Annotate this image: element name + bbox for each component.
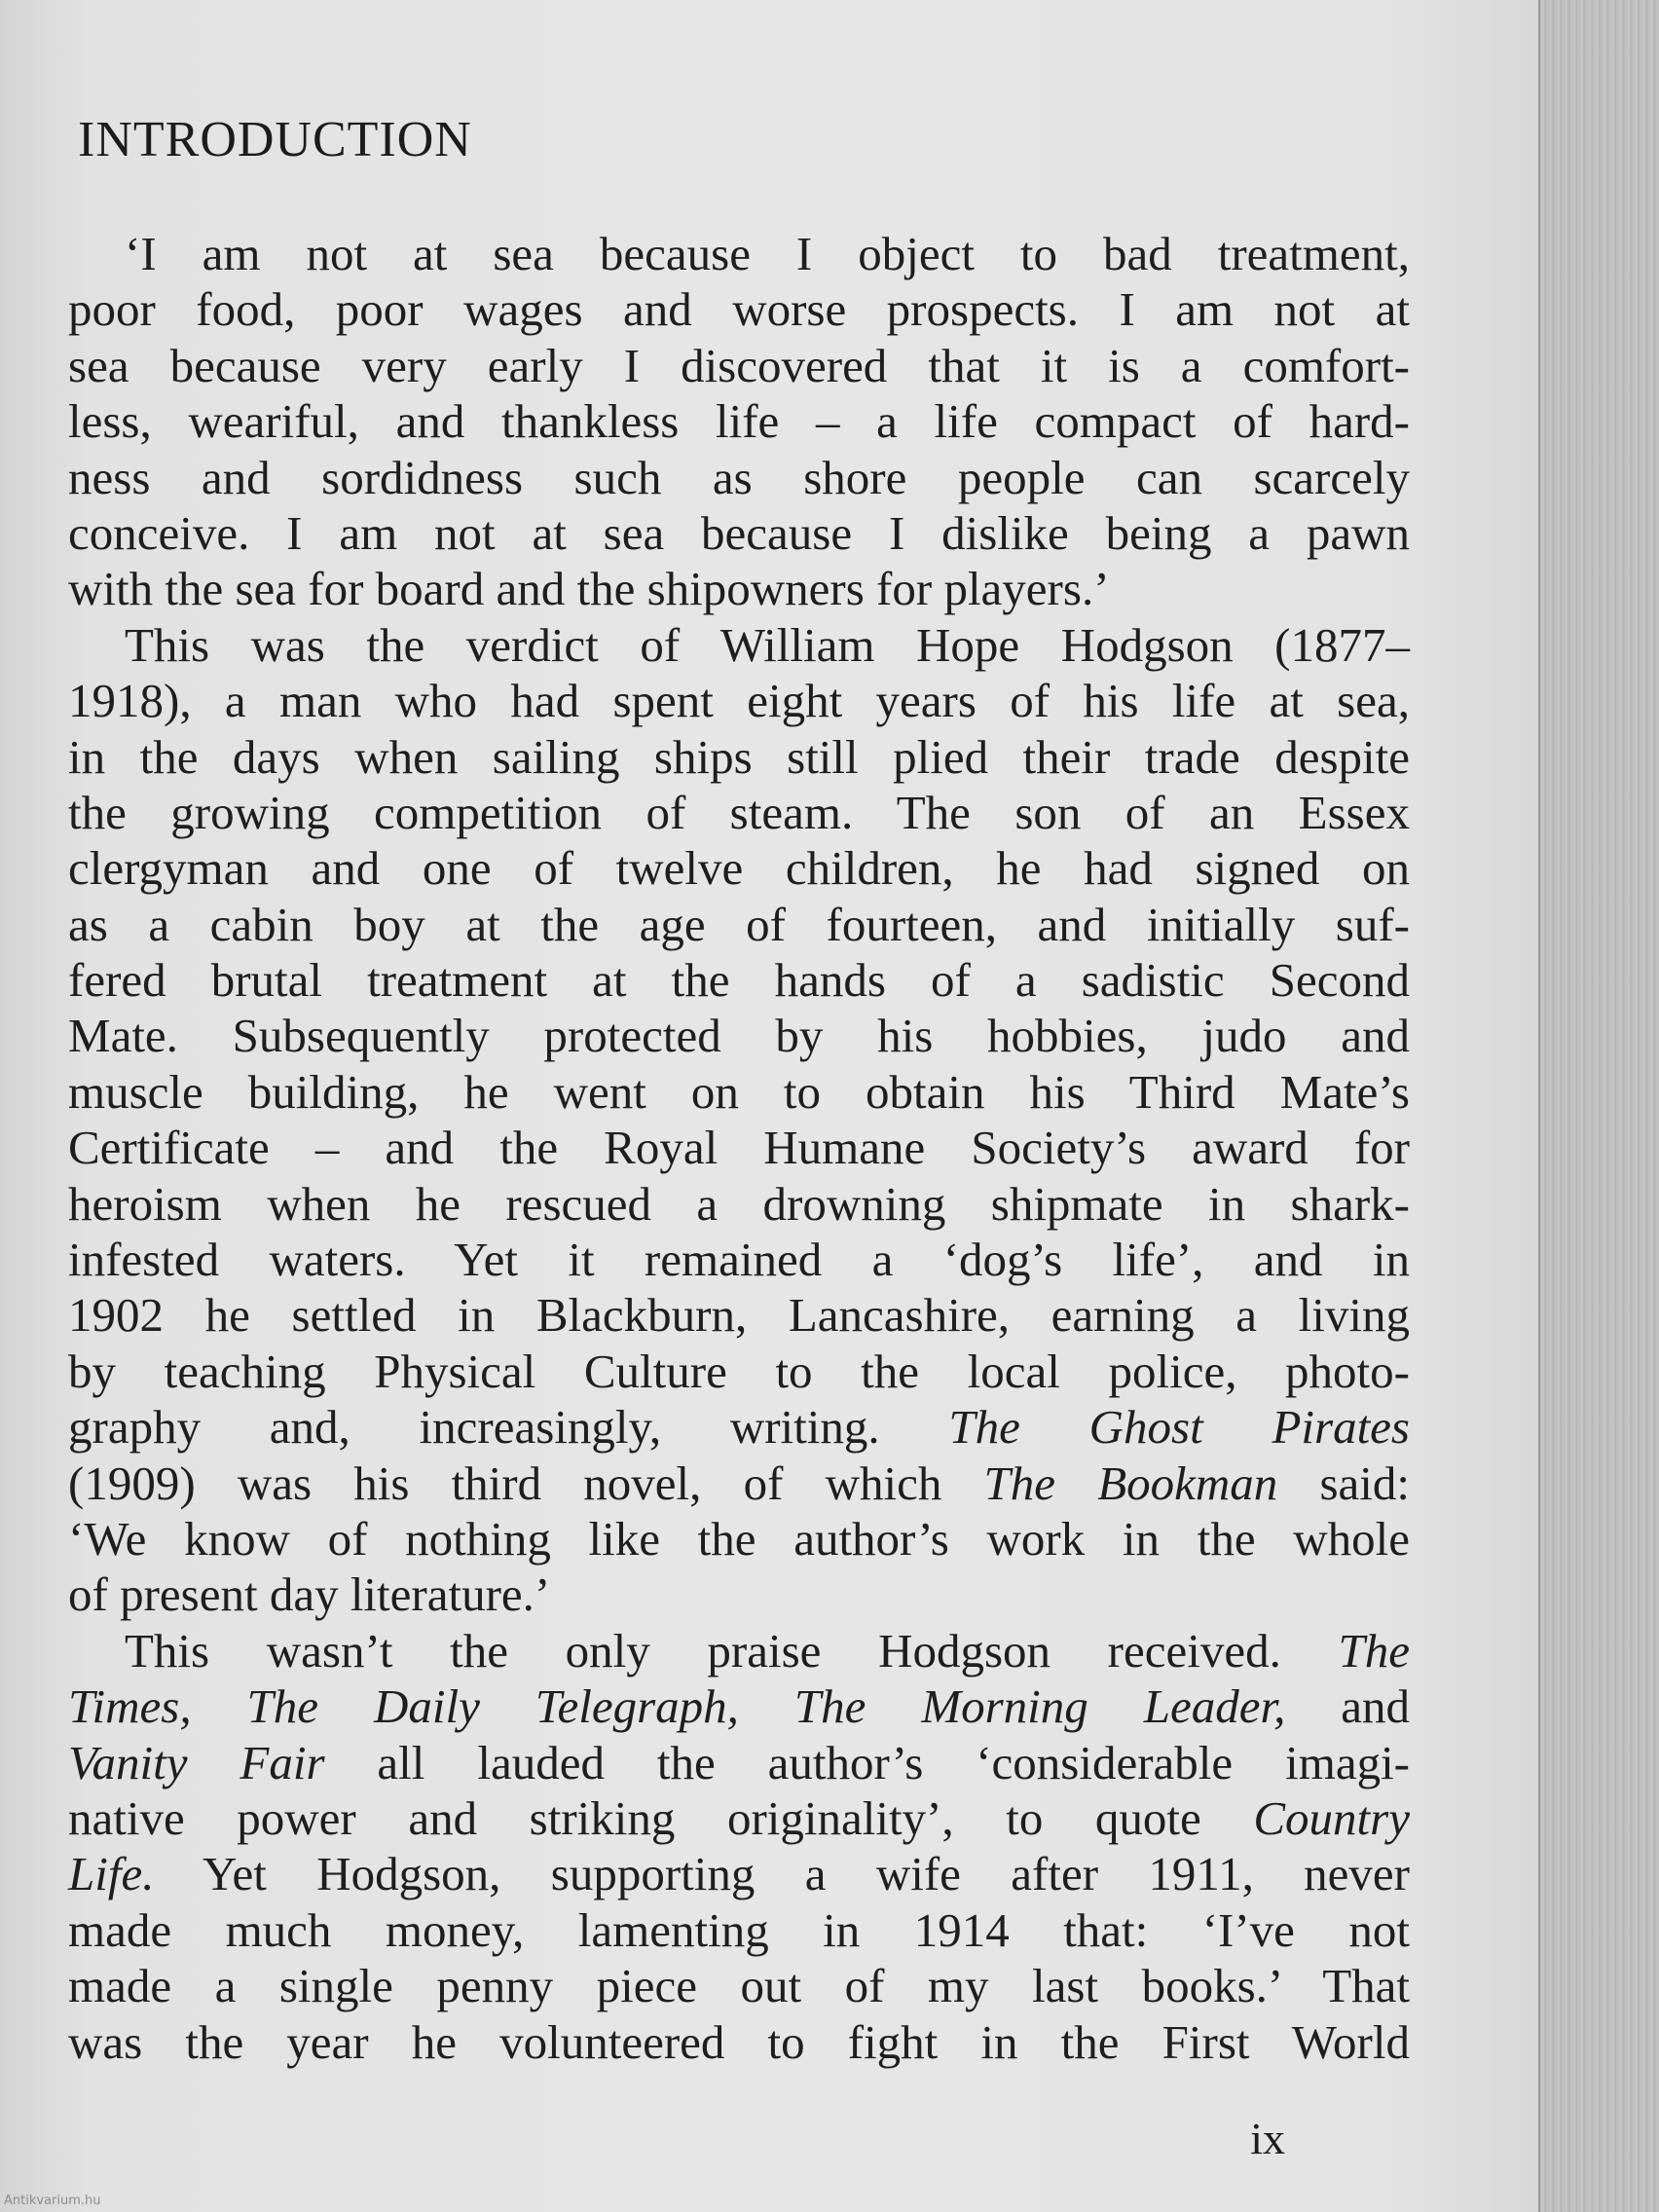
text-run: all lauded the author’s ‘considerable imagi- <box>324 1735 1410 1789</box>
text-line <box>68 1232 1410 1287</box>
text-line <box>68 1511 1410 1567</box>
text-run: heroism when he rescued a drowning shipmate in shark- <box>68 1176 1410 1231</box>
chapter-heading: INTRODUCTION <box>78 112 472 167</box>
text-run: muscle building, he went on to obtain his Third Mate’s <box>68 1064 1410 1119</box>
page-stack-edge <box>1538 0 1659 2212</box>
text-line <box>68 1064 1410 1120</box>
text-run: graphy and, increasingly, writing. <box>68 1400 949 1455</box>
text-line <box>68 505 1410 561</box>
text-line <box>68 561 1410 616</box>
text-run: ‘I am not at sea because I object to bad treatment, <box>125 227 1410 280</box>
watermark: Antikvarium.hu <box>4 2194 101 2208</box>
text-run: Certificate – and the Royal Humane Society’s award for <box>68 1121 1410 1175</box>
text-run: ness and sordidness such as shore people can scarcely <box>68 450 1410 504</box>
text-line <box>68 226 1410 281</box>
text-line <box>68 393 1410 449</box>
text-line <box>68 1902 1410 1958</box>
text-run: less, weariful, and thankless life – a life compact of hard- <box>68 394 1410 449</box>
text-run: conceive. I am not at sea because I dislike being a pawn <box>68 505 1410 560</box>
text-run: clergyman and one of twelve children, he had signed on <box>68 841 1410 896</box>
text-run: This was the verdict of William Hope Hodgson (1877– <box>125 617 1410 672</box>
text-run: with the sea for board and the shipowners for players.’ <box>68 562 1110 616</box>
text-run: native power and striking originality’, to quote <box>68 1790 1254 1845</box>
text-line <box>68 1399 1410 1455</box>
text-run: 1902 he settled in Blackburn, Lancashire, earning a living <box>68 1288 1410 1343</box>
text-run: fered brutal treatment at the hands of a sadistic Second <box>68 953 1410 1008</box>
text-line <box>68 1008 1410 1063</box>
text-line <box>68 1567 1410 1622</box>
text-line <box>68 785 1410 840</box>
text-line <box>68 450 1410 505</box>
page-number: ix <box>1250 2114 1285 2163</box>
text-run: 1918), a man who had spent eight years of his life at sea, <box>68 674 1410 728</box>
text-line <box>68 1678 1410 1734</box>
text-line <box>68 729 1410 785</box>
text-line <box>68 1120 1410 1175</box>
text-line <box>68 673 1410 728</box>
italic-title: Times, The Daily Telegraph, The Morning Leader, <box>68 1679 1286 1734</box>
text-run: This wasn’t the only praise Hodgson received. <box>125 1623 1339 1677</box>
text-line <box>68 952 1410 1008</box>
text-line <box>68 1790 1410 1846</box>
italic-title: Country <box>1253 1790 1410 1845</box>
text-line <box>68 1735 1410 1790</box>
text-run: the growing competition of steam. The son of an Essex <box>68 785 1410 839</box>
text-line <box>68 338 1410 393</box>
text-run: in the days when sailing ships still plied their trade despite <box>68 729 1410 784</box>
text-line <box>68 1344 1410 1399</box>
text-line <box>68 1958 1410 2013</box>
text-run: by teaching Physical Culture to the local police, photo- <box>68 1344 1410 1398</box>
text-run: Yet Hodgson, supporting a wife after 1911, never <box>154 1847 1410 1901</box>
text-line <box>68 1176 1410 1232</box>
text-run: poor food, poor wages and worse prospects. I am not at <box>68 282 1410 337</box>
text-run: and <box>1285 1679 1410 1734</box>
text-line <box>68 281 1410 337</box>
text-run: made much money, lamenting in 1914 that: ‘I’ve not <box>68 1902 1410 1957</box>
italic-title: Life. <box>68 1847 155 1901</box>
text-line <box>68 1287 1410 1343</box>
text-run: said: <box>1277 1456 1410 1510</box>
text-line <box>68 897 1410 952</box>
text-line <box>68 1456 1410 1511</box>
text-line <box>68 2014 1410 2070</box>
text-line <box>68 840 1410 896</box>
text-run: sea because very early I discovered that it is a comfort- <box>68 338 1410 392</box>
italic-title: The <box>1338 1623 1410 1677</box>
text-run: ‘We know of nothing like the author’s work in the whole <box>68 1511 1410 1566</box>
text-run: was the year he volunteered to fight in the First World <box>68 2014 1410 2069</box>
text-run: Mate. Subsequently protected by his hobbies, judo and <box>68 1009 1410 1063</box>
text-run: (1909) was his third novel, of which <box>68 1456 984 1510</box>
text-line <box>68 1846 1410 1901</box>
text-run: as a cabin boy at the age of fourteen, and initially suf- <box>68 897 1410 951</box>
text-line <box>68 1623 1410 1678</box>
text-run: infested waters. Yet it remained a ‘dog’s life’, and in <box>68 1233 1410 1287</box>
italic-title: Vanity Fair <box>68 1735 325 1789</box>
italic-title: The Bookman <box>983 1456 1278 1510</box>
italic-title: The Ghost Pirates <box>948 1400 1410 1455</box>
text-line <box>68 617 1410 673</box>
text-run: of present day literature.’ <box>68 1567 551 1622</box>
text-run: made a single penny piece out of my last books.’ That <box>68 1959 1410 2013</box>
body-text <box>68 226 1410 2070</box>
